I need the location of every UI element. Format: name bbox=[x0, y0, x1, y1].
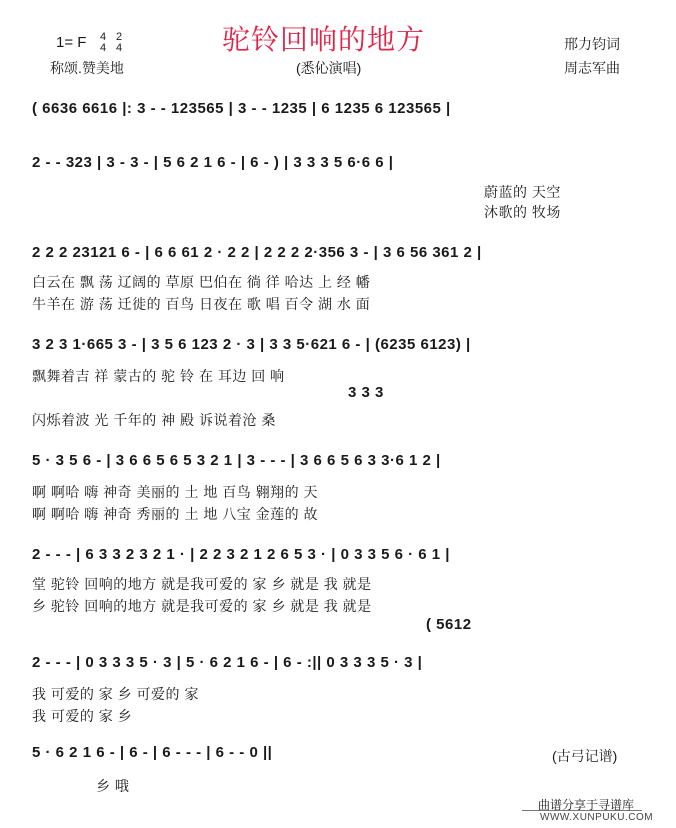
footer-url: WWW.XUNPUKU.COM bbox=[540, 812, 654, 823]
alt-notes-2: 3 3 3 bbox=[348, 384, 384, 401]
lyrics-8a: 乡 哦 bbox=[96, 778, 130, 794]
lyrics-7a: 我 可爱的 家 乡 可爱的 家 bbox=[32, 686, 199, 702]
alt-notes: ( 5612 bbox=[426, 616, 472, 633]
dedication: 称颂.赞美地 bbox=[50, 60, 124, 76]
song-title: 驼铃回响的地方 bbox=[222, 24, 426, 55]
composer: 周志军曲 bbox=[564, 60, 620, 76]
score-line-2: 2 - - 323 | 3 - 3 - | 5 6 2 1 6 - | 6 - ) | 3 3 3 5 6·6 6 | bbox=[32, 154, 394, 171]
score-line-1: ( 6636 6616 |: 3 - - 123565 | 3 - - 1235 | 6 1235 6 123565 | bbox=[32, 100, 451, 117]
lyricist: 邢力钧词 bbox=[564, 36, 620, 52]
lyrics-6a: 堂 驼铃 回响的地方 就是我可爱的 家 乡 就是 我 就是 bbox=[32, 576, 372, 592]
key-signature: 1= F bbox=[56, 34, 87, 51]
score-line-6: 2 - - - | 6 3 3 2 3 2 1 · | 2 2 3 2 1 2 6 5 3 · | 0 3 3 5 6 · 6 1 | bbox=[32, 546, 450, 563]
time-signature-2: 2 4 bbox=[116, 31, 123, 54]
lyrics-5b: 啊 啊哈 嗨 神奇 秀丽的 土 地 八宝 金莲的 故 bbox=[32, 506, 319, 522]
score-line-4: 3 2 3 1·665 3 - | 3 5 6 123 2 · 3 | 3 3 5·621 6 - | (6235 6123) | bbox=[32, 336, 471, 353]
time-signature-1: 4 4 bbox=[100, 31, 107, 54]
score-line-8: 5 · 6 2 1 6 - | 6 - | 6 - - - | 6 - - 0 || bbox=[32, 744, 273, 761]
lyrics-3a: 白云在 飘 荡 辽阔的 草原 巴伯在 徜 徉 哈达 上 经 幡 bbox=[32, 274, 371, 290]
performer: (悉伈演唱) bbox=[296, 60, 362, 76]
lyrics-5a: 啊 啊哈 嗨 神奇 美丽的 土 地 百鸟 翱翔的 天 bbox=[32, 484, 319, 500]
lyrics-2b: 沐歌的 牧场 bbox=[484, 204, 561, 220]
score-line-3: 2 2 2 23121 6 - | 6 6 61 2 · 2 2 | 2 2 2 2·356 3 - | 3 6 56 361 2 | bbox=[32, 244, 482, 261]
lyrics-4b: 闪烁着波 光 千年的 神 殿 诉说着沧 桑 bbox=[32, 412, 276, 428]
lyrics-2a: 蔚蓝的 天空 bbox=[484, 184, 561, 200]
lyrics-3b: 牛羊在 游 荡 迁徙的 百鸟 日夜在 歌 唱 百令 湖 水 面 bbox=[32, 296, 371, 312]
score-line-7: 2 - - - | 0 3 3 3 5 · 3 | 5 · 6 2 1 6 - | 6 - :|| 0 3 3 3 5 · 3 | bbox=[32, 654, 423, 671]
source-note: (古弓记谱) bbox=[552, 748, 618, 764]
footer-text: 曲谱分享于寻谱库 bbox=[538, 798, 635, 812]
score-line-5: 5 · 3 5 6 - | 3 6 6 5 6 5 3 2 1 | 3 - - - | 3 6 6 5 6 3 3·6 1 2 | bbox=[32, 452, 441, 469]
lyrics-7b: 我 可爱的 家 乡 bbox=[32, 708, 133, 724]
lyrics-6b: 乡 驼铃 回响的地方 就是我可爱的 家 乡 就是 我 就是 bbox=[32, 598, 372, 614]
lyrics-4a: 飘舞着吉 祥 蒙古的 驼 铃 在 耳边 回 响 bbox=[32, 368, 285, 384]
